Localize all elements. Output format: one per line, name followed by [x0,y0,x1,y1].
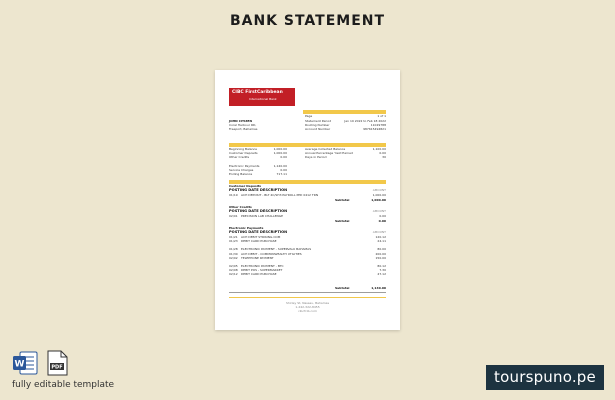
row-date: 02/05 [229,264,238,268]
credits-col-amount: AMOUNT [372,209,386,213]
routing-label: Routing Number [305,123,330,127]
deposits-subtotal-label: Subtotal [335,198,350,202]
row-date: 01/19 [229,193,238,197]
period-value: Jan 19 2022 to Feb 18 2022 [344,119,386,123]
row-date: 02/08 [229,268,238,273]
routing-value: 11029788 [370,123,386,127]
footer-address: Shirley St, Nassau, Bahamas [285,301,330,305]
summary-label: Days in Period [305,155,327,159]
summary-label: Other Credits [229,155,250,159]
row-amount: 150.00 [375,255,386,260]
row-description: ACH DEBIT - COMMONWEALTH UTILITIES [241,252,302,256]
account-number-value: 987615494821 [363,127,386,131]
row-amount: 7.30 [379,268,386,273]
row-amount: 200.00 [375,251,386,256]
row-description: ACH DEPOSIT - BLT 4C/SH3 PAYROLL PPD 0412 TRN [241,194,319,197]
page-value: 1 of 1 [377,114,386,118]
payments-title: Electronic Payments [229,226,264,230]
bank-logo-subtitle: International Bank [249,97,277,101]
credits-title: Other Credits [229,205,252,209]
credits-subtotal: 0.00 [378,219,386,223]
bank-logo [229,88,295,106]
subtotal-rule [229,292,386,293]
row-date: 02/01 [229,214,238,218]
footer-website: cibcfcib.com [298,309,317,313]
summary-label: Beginning Balance [229,147,258,151]
payments-subtotal-label: Subtotal [335,286,350,290]
page-title: BANK STATEMENT [229,13,386,29]
address-line1: Coral Harbour RD, [229,123,257,127]
pdf-document-icon [46,350,68,376]
row-amount: 0.00 [379,214,386,218]
row-description: DEBIT CARD PURCHASE [241,240,277,244]
summary-value: 1,100.00 [372,147,386,151]
summary-label: Ending Balance [229,172,253,176]
footer-rule [229,297,386,298]
payments-col-posting: POSTING DATE DESCRIPTION [229,230,288,234]
period-label: Statement Period [305,119,332,123]
statement-document [215,70,400,330]
deposits-subtotal: 1,000.00 [371,198,386,202]
word-document-icon [12,350,38,376]
header-bar [303,110,386,114]
bank-logo-name: CIBC FirstCaribbean [232,90,283,95]
credits-subtotal-label: Subtotal [335,219,350,223]
word-icon-letter: W [14,359,25,370]
summary-value: 1,000.00 [273,151,287,155]
deposits-title: Customer Deposits [229,184,262,188]
row-description: ELECTRONIC PAYMENT - BTC [241,265,284,268]
summary-label: Customer Deposits [229,151,258,155]
summary-value: 717.11 [276,172,287,176]
payments-subtotal: 1,140.00 [371,286,386,290]
row-amount: 80.00 [377,247,386,252]
account-number-label: Account Number [305,127,331,131]
summary-value: 0.00 [280,155,287,159]
row-date: 02/02 [229,255,238,260]
row-amount: 80.12 [377,264,386,268]
row-description: ACH DEBIT STRIKING.COM [241,236,281,239]
summary-value: 0.00 [379,151,386,155]
brand-badge[interactable]: tourspuno.pe [486,365,604,390]
summary-label: Service Charges [229,168,254,172]
row-description: ELECTRONIC PAYMENT - SUPERVALU BAHAMAS [241,248,312,252]
summary-value: 30 [382,155,386,159]
row-date: 01/21 [229,235,238,239]
row-amount: 47.12 [377,272,386,277]
summary-label: Annual Percentage Yield Earned [305,151,353,155]
summary-value: 0.00 [280,168,287,172]
summary-label: Electronic Payments [229,164,260,168]
address-line2: Freeport, Bahamas [229,127,258,131]
footer-phone: 1-242-322-8455 [295,305,320,309]
row-description: TELEPHONE PAYMENT [241,256,274,260]
row-description: PRECISION LAB CHALLENGE [241,215,284,218]
template-caption: fully editable template [12,380,115,390]
pdf-icon-label: PDF [51,364,63,371]
row-description: DEBIT POS - SUPERMARKET [241,269,283,273]
summary-value: 1,140.00 [273,164,287,168]
row-amount: 1,000.00 [372,193,386,197]
deposits-col-amount: AMOUNT [372,188,386,192]
credits-col-posting: POSTING DATE DESCRIPTION [229,209,288,213]
payments-col-amount: AMOUNT [372,230,386,234]
row-amount: 120.12 [375,235,386,239]
row-date: 01/23 [229,239,238,244]
row-date: 01/30 [229,251,238,256]
row-description: DEBIT CARD PURCHASE [241,273,277,277]
deposits-col-posting: POSTING DATE DESCRIPTION [229,188,288,192]
row-date: 01/28 [229,247,238,252]
summary-label: Average Collected Balance [305,147,346,151]
row-amount: 24.11 [377,239,386,244]
row-date: 02/12 [229,272,238,277]
summary-value: 1,000.00 [273,147,287,151]
account-name: JOHN CITIZEN [229,119,252,123]
page-label: Page [305,114,313,118]
